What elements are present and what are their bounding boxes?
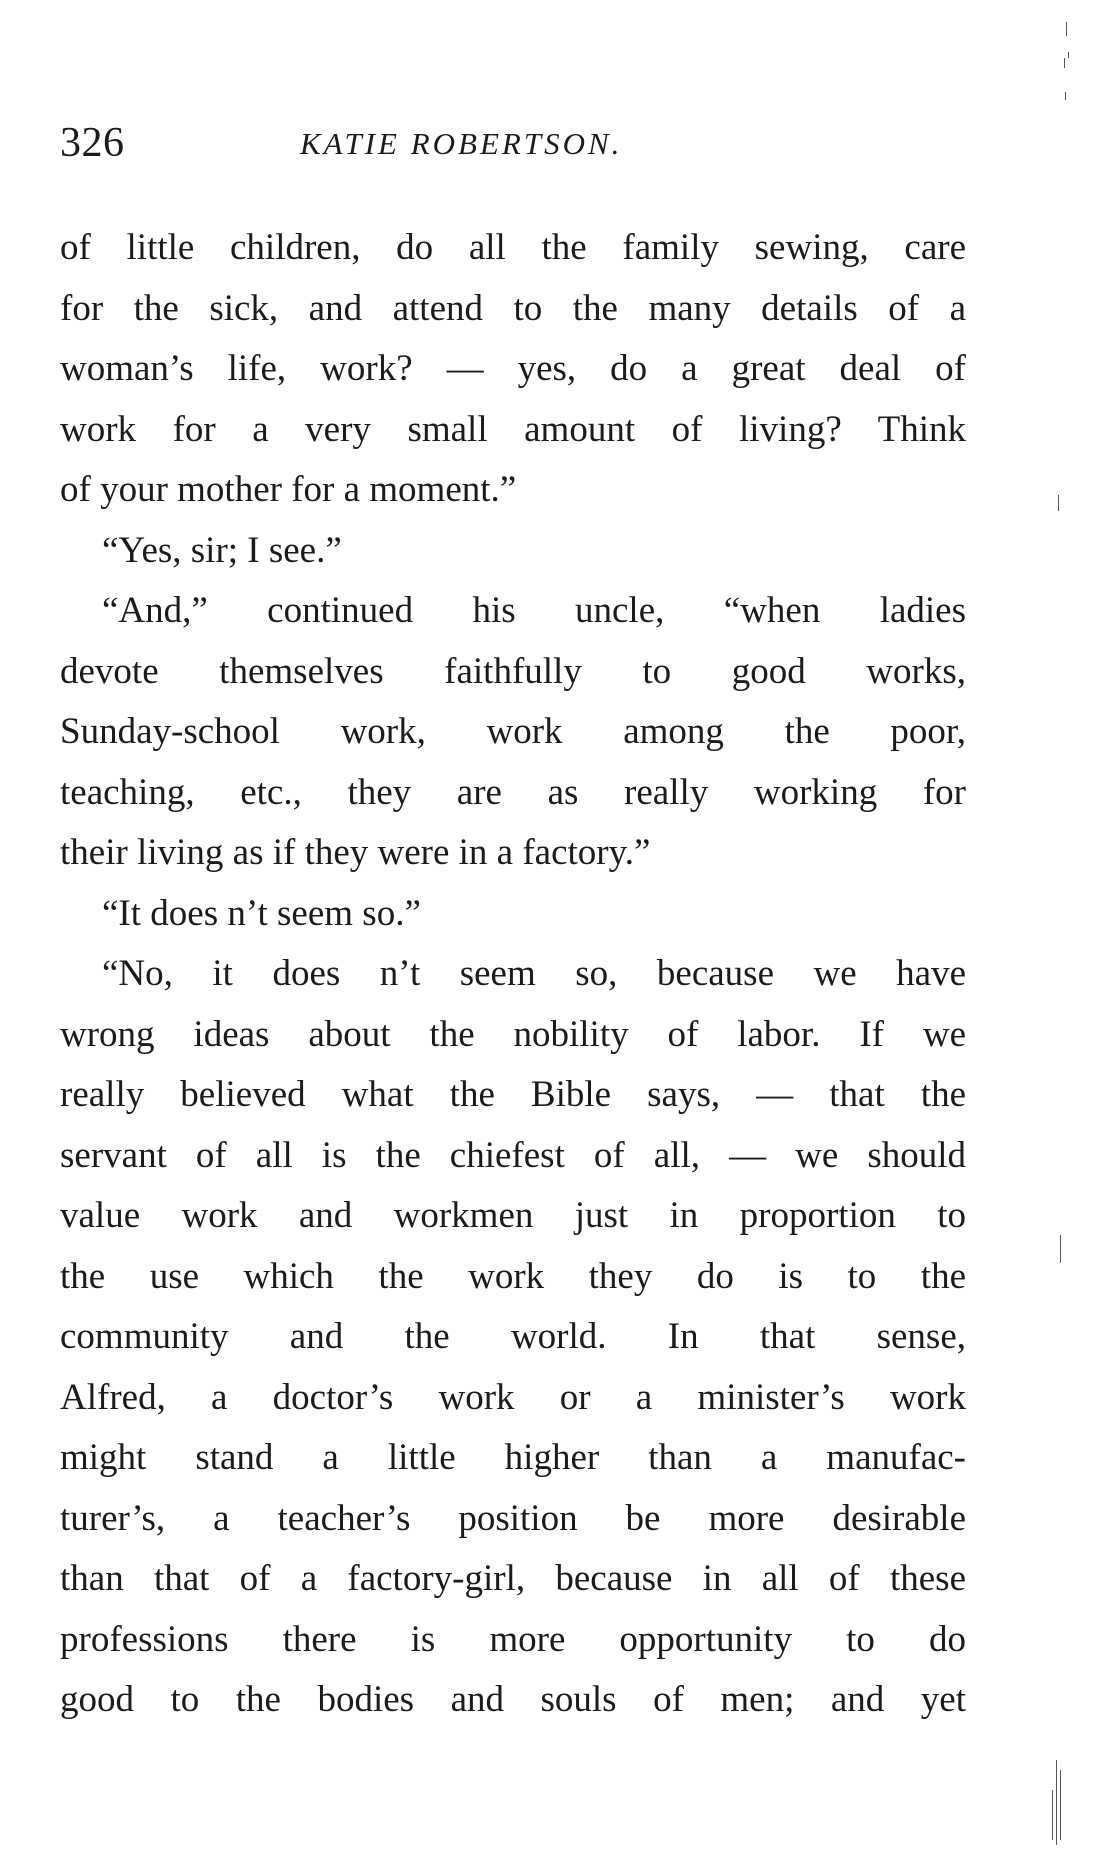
scan-speck xyxy=(1058,495,1060,511)
scan-speck xyxy=(1064,58,1066,68)
text-line: teaching, etc., they are as really working for xyxy=(60,771,966,813)
scan-speck xyxy=(1060,1770,1062,1840)
text-line: of little children, do all the family sewing, care xyxy=(60,227,966,268)
text-line: for the sick, and attend to the many details of a xyxy=(60,287,966,329)
text-line: really believed what the Bible says, — that the xyxy=(60,1074,966,1115)
text-line: servant of all is the chiefest of all, — we should xyxy=(60,1134,966,1176)
text-line: professions there is more opportunity to do xyxy=(60,1618,966,1660)
text-line: Alfred, a doctor’s work or a minister’s work xyxy=(60,1376,966,1418)
text-line: community and the world. In that sense, xyxy=(60,1316,966,1357)
running-head xyxy=(60,118,980,168)
running-title: KATIE ROBERTSON. xyxy=(300,126,623,161)
text-line: wrong ideas about the nobility of labor. If we xyxy=(60,1013,966,1055)
scan-speck xyxy=(1056,1760,1058,1845)
text-line: “It does n’t seem so.” xyxy=(102,892,421,934)
text-line: than that of a factory-girl, because in all of these xyxy=(60,1558,966,1599)
text-line: work for a very small amount of living? Think xyxy=(60,408,966,450)
text-line: turer’s, a teacher’s position be more desirable xyxy=(60,1497,966,1539)
scan-speck xyxy=(1065,92,1067,100)
text-line: of your mother for a moment.” xyxy=(60,469,517,510)
text-line: good to the bodies and souls of men; and yet xyxy=(60,1679,966,1720)
scan-speck xyxy=(1066,22,1068,36)
text-line: their living as if they were in a factory.” xyxy=(60,832,651,873)
text-line: value work and workmen just in proportion to xyxy=(60,1195,966,1236)
text-line: might stand a little higher than a manufac- xyxy=(60,1437,966,1478)
scan-edge-marks xyxy=(1029,0,1109,1850)
text-line: woman’s life, work? — yes, do a great deal of xyxy=(60,348,966,389)
page-number: 326 xyxy=(60,120,125,166)
scan-speck xyxy=(1068,52,1070,58)
text-line: the use which the work they do is to the xyxy=(60,1255,966,1297)
text-line: Sunday-school work, work among the poor, xyxy=(60,711,966,752)
text-line: “No, it does n’t seem so, because we have xyxy=(102,953,966,994)
body-text xyxy=(60,218,966,1731)
text-line: “And,” continued his uncle, “when ladies xyxy=(102,590,966,631)
scan-speck xyxy=(1060,1235,1062,1263)
text-line: “Yes, sir; I see.” xyxy=(102,529,342,571)
scan-speck xyxy=(1052,1790,1054,1840)
text-line: devote themselves faithfully to good works, xyxy=(60,650,966,692)
